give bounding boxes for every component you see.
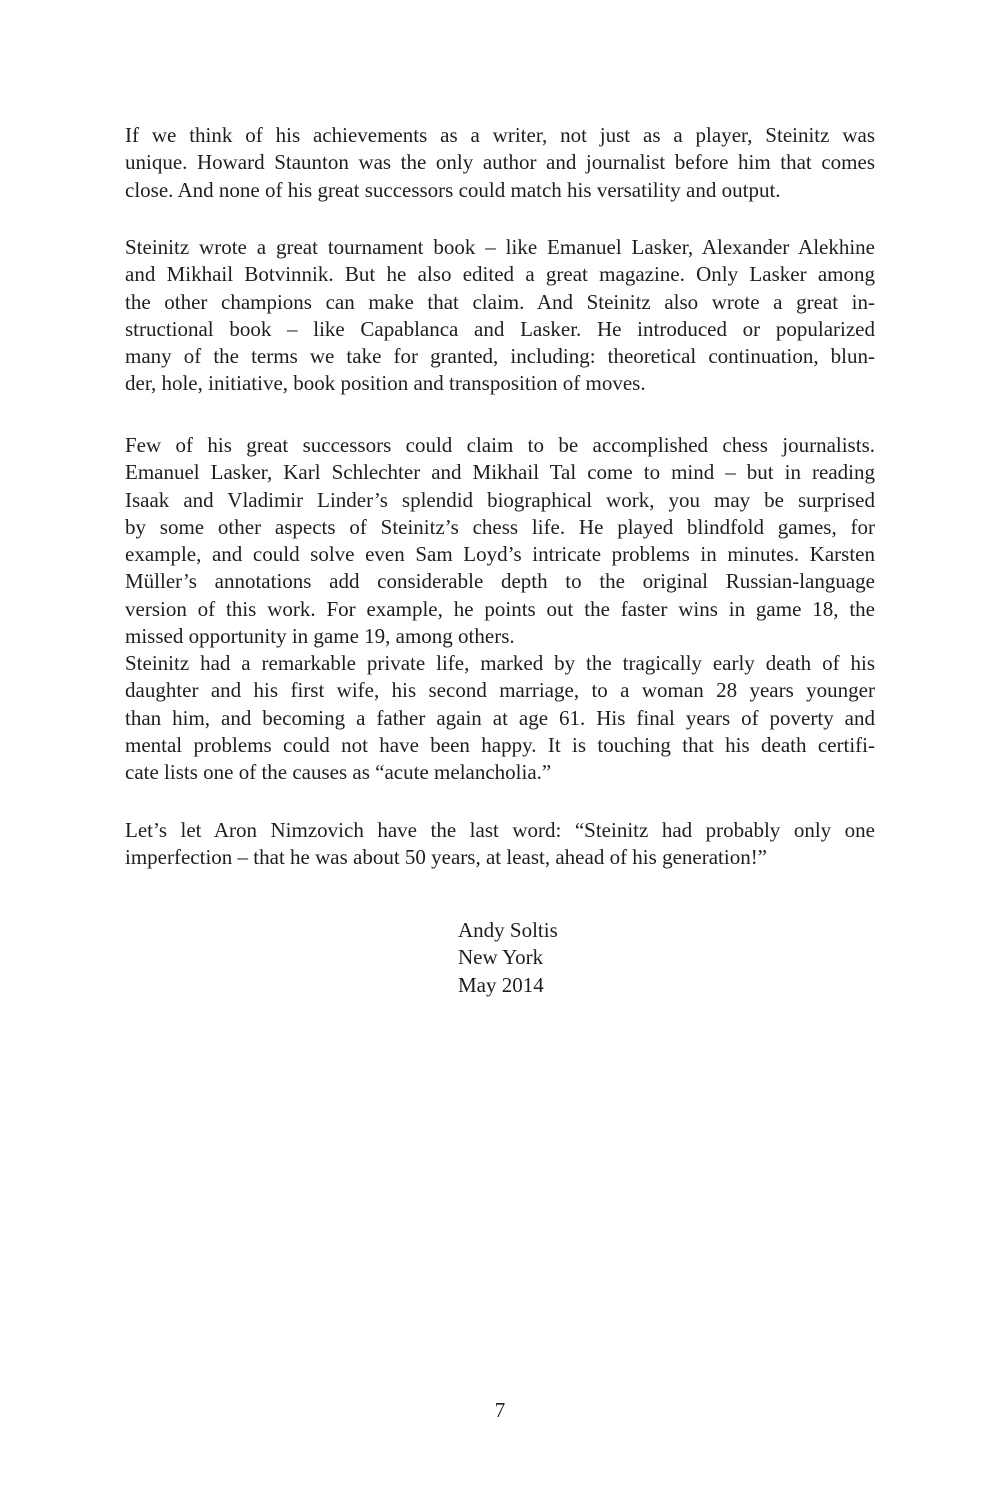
text-line: imperfection – that he was about 50 years, at least, ahead of his generation!” xyxy=(125,845,768,870)
text-line: version of this work. For example, he points out the faster wins in game 18, the xyxy=(125,596,875,621)
paragraph-3 xyxy=(125,432,875,650)
text-line: Müller’s annotations add considerable depth to the original Russian-language xyxy=(125,569,875,594)
text-line: mental problems could not have been happy. It is touching that his death certifi- xyxy=(125,732,875,757)
text-line: If we think of his achievements as a writer, not just as a player, Steinitz was xyxy=(125,123,875,147)
paragraph-1 xyxy=(125,122,875,204)
text-line: Steinitz wrote a great tournament book – like Emanuel Lasker, Alexander Alekhine xyxy=(125,235,875,259)
text-line: and Mikhail Botvinnik. But he also edited a great magazine. Only Lasker among xyxy=(125,262,875,287)
signature-place: New York xyxy=(458,945,544,970)
signature-date: May 2014 xyxy=(458,972,544,997)
paragraph-5 xyxy=(125,817,875,872)
text-line: many of the terms we take for granted, including: theoretical continuation, blun- xyxy=(125,344,875,369)
page-number: 7 xyxy=(494,1398,506,1422)
text-line: structional book – like Capablanca and Lasker. He introduced or popularized xyxy=(125,316,875,341)
paragraph-4 xyxy=(125,650,875,786)
text-line: Let’s let Aron Nimzovich have the last word: “Steinitz had probably only one xyxy=(125,818,875,842)
text-line: by some other aspects of Steinitz’s chess life. He played blindfold games, for xyxy=(125,514,875,539)
text-line: Steinitz had a remarkable private life, marked by the tragically early death of his xyxy=(125,651,875,675)
text-line: cate lists one of the causes as “acute melancholia.” xyxy=(125,760,552,785)
text-line: Few of his great successors could claim to be accomplished chess journalists. xyxy=(125,433,875,457)
text-line: der, hole, initiative, book position and transposition of moves. xyxy=(125,371,646,396)
text-line: unique. Howard Staunton was the only author and journalist before him that comes xyxy=(125,150,875,175)
author-name: Andy Soltis xyxy=(458,918,558,942)
text-line: than him, and becoming a father again at age 61. His final years of poverty and xyxy=(125,705,875,730)
text-line: Isaak and Vladimir Linder’s splendid biographical work, you may be surprised xyxy=(125,487,875,512)
text-line: daughter and his first wife, his second marriage, to a woman 28 years younger xyxy=(125,678,875,703)
text-line: missed opportunity in game 19, among others. xyxy=(125,624,515,649)
paragraph-2 xyxy=(125,234,875,398)
text-line: close. And none of his great successors could match his versatility and output. xyxy=(125,177,781,202)
text-line: example, and could solve even Sam Loyd’s intricate problems in minutes. Karsten xyxy=(125,542,875,567)
text-line: the other champions can make that claim. And Steinitz also wrote a great in- xyxy=(125,289,875,314)
signature-block xyxy=(458,917,558,999)
text-line: Emanuel Lasker, Karl Schlechter and Mikhail Tal come to mind – but in reading xyxy=(125,460,875,485)
